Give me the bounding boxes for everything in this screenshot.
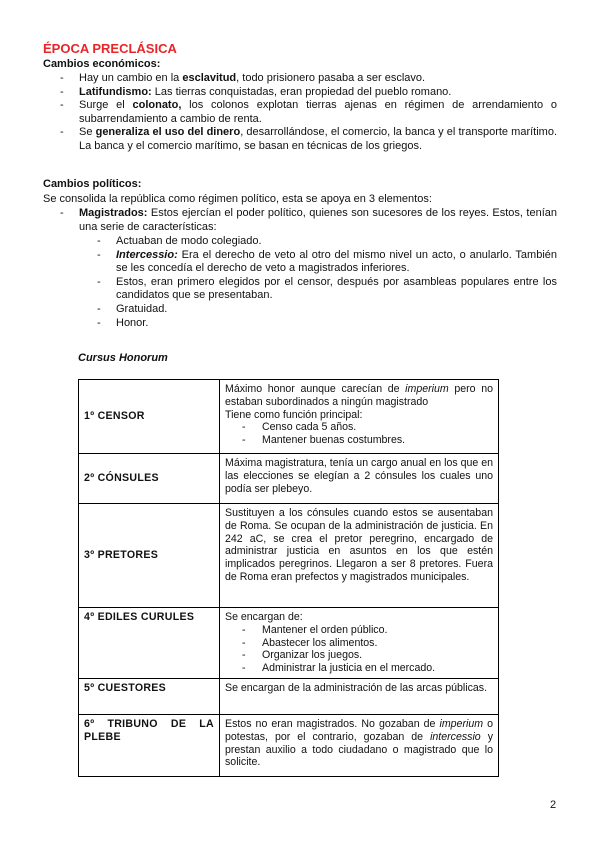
table-row xyxy=(79,678,499,714)
description-cell: Estos no eran magistrados. No gozaban de imperium o potestas, por el contrario, gozaban de intercessio y prestan auxilio a todo ciudadano o magistrado que lo solicite. xyxy=(220,714,499,776)
list-item: - Censo cada 5 años. xyxy=(242,421,357,434)
page-number: 2 xyxy=(550,799,557,811)
description-cell: Se encargan de: - Mantener el orden público. - Abastecer los alimentos. - Organizar los juegos. - Administrar la justicia en el mercado. xyxy=(220,608,499,679)
rank-cell: 5º CUESTORES xyxy=(79,678,220,714)
political-intro: Se consolida la república como régimen político, esta se apoya en 3 elementos: xyxy=(43,193,432,205)
cursus-honorum-title: Cursus Honorum xyxy=(78,352,168,364)
list-item: - Latifundismo: Las tierras conquistadas, eran propiedad del pueblo romano. xyxy=(60,85,452,98)
list-item: - Hay un cambio en la esclavitud, todo prisionero pasaba a ser esclavo. xyxy=(60,72,426,84)
list-item: - Magistrados: Estos ejercían el poder político, quienes son sucesores de los reyes. Estos, tenían una serie de características: xyxy=(60,207,557,233)
ediles-duties xyxy=(225,624,493,675)
rank-cell: 1º CENSOR xyxy=(79,380,220,454)
table-row xyxy=(79,504,499,608)
description-cell: Se encargan de la administración de las arcas públicas. xyxy=(220,678,499,714)
description-cell: Máxima magistratura, tenía un cargo anual en los que en las elecciones se elegían a 2 cónsules los cuales uno podía ser plebeyo. xyxy=(220,454,499,504)
list-item: - Gratuidad. xyxy=(97,302,168,315)
list-item: - Mantener buenas costumbres. xyxy=(242,434,406,447)
characteristics-list xyxy=(97,235,557,330)
political-list xyxy=(60,207,557,234)
list-item: - Organizar los juegos. xyxy=(242,649,363,662)
rank-cell: 3º PRETORES xyxy=(79,504,220,608)
rank-cell: 2º CÓNSULES xyxy=(79,454,220,504)
description-cell: Máximo honor aunque carecían de imperium pero no estaban subordinados a ningún magistrado Tiene como función principal: - Censo cada 5 años. - Mantener buenas costumbres. xyxy=(220,380,499,454)
list-item: - Abastecer los alimentos. xyxy=(242,636,378,649)
list-item: - Actuaban de modo colegiado. xyxy=(97,235,262,247)
list-item: - Mantener el orden público. xyxy=(242,623,388,636)
list-item: - Surge el colonato, los colonos explotan tierras ajenas en régimen de arrendamiento o subarrendamiento a cambio de renta. xyxy=(60,99,557,125)
table-row xyxy=(79,380,499,454)
magistrados-label: Magistrados: xyxy=(79,207,148,219)
table-row xyxy=(79,608,499,679)
economic-heading: Cambios económicos: xyxy=(43,58,161,70)
list-item: - Se generaliza el uso del dinero, desarrollándose, el comercio, la banca y el transporte marítimo. La banca y el comercio marítimo, se basan en técnicas de los griegos. xyxy=(60,126,557,152)
table-row xyxy=(79,454,499,504)
list-item: - Honor. xyxy=(97,316,149,329)
economic-list xyxy=(60,72,557,154)
rank-cell: 4º EDILES CURULES xyxy=(79,608,220,679)
list-item: - Administrar la justicia en el mercado. xyxy=(242,662,436,675)
list-item: - Intercessio: Era el derecho de veto al otro del mismo nivel un acto, o anularlo. También se les concedía el derecho de veto a magistrados inferiores. xyxy=(97,248,557,275)
list-item: - Estos, eran primero elegidos por el censor, después por asambleas populares entre los candidatos que se presentaban. xyxy=(97,275,557,302)
political-heading: Cambios políticos: xyxy=(43,178,142,190)
cursus-honorum-table xyxy=(78,379,499,777)
rank-cell: 6º TRIBUNO DE LA PLEBE xyxy=(79,714,220,776)
page-title: ÉPOCA PRECLÁSICA xyxy=(43,41,177,56)
censor-functions xyxy=(225,421,493,447)
table-row xyxy=(79,714,499,776)
description-cell: Sustituyen a los cónsules cuando estos se ausentaban de Roma. Se ocupan de la administración de justicia. En 242 aC, se crea el pretor peregrino, encargado de administrar justicia en asuntos en los que estén implicados peregrinos. Llegaron a ser 8 pretores. Fuera de Roma eran prefectos y magistrados municipales. xyxy=(220,504,499,608)
